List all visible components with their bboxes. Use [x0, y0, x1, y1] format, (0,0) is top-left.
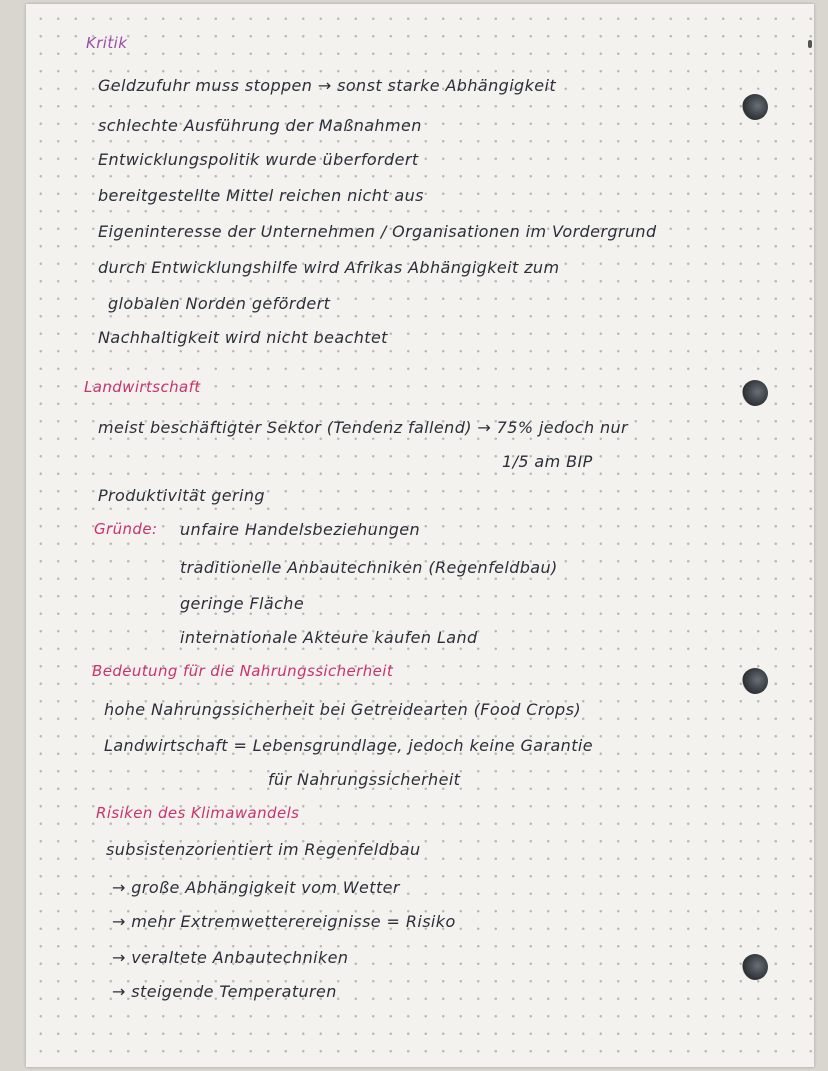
punch-hole: [742, 954, 768, 980]
list-item: unfaire Handelsbeziehungen: [180, 520, 421, 539]
list-item: internationale Akteure kaufen Land: [180, 628, 478, 647]
list-item: Eigeninteresse der Unternehmen / Organisationen im Vordergrund: [98, 222, 657, 241]
list-item: globalen Norden gefördert: [108, 294, 331, 313]
list-item: schlechte Ausführung der Maßnahmen: [98, 116, 422, 135]
list-item: meist beschäftigter Sektor (Tendenz fallend) → 75% jedoch nur: [98, 418, 629, 437]
heading-landwirtschaft: Landwirtschaft: [84, 378, 201, 396]
list-item: subsistenzorientiert im Regenfeldbau: [106, 840, 421, 859]
list-item: bereitgestellte Mittel reichen nicht aus: [98, 186, 424, 205]
page-edge-mark: [808, 40, 812, 48]
punch-hole: [742, 668, 768, 694]
heading-kritik: Kritik: [86, 34, 128, 52]
punch-hole: [742, 94, 768, 120]
heading-risiken: Risiken des Klimawandels: [96, 804, 300, 822]
list-item: 1/5 am BIP: [502, 452, 593, 471]
list-item: geringe Fläche: [180, 594, 305, 613]
list-item: Produktivität gering: [98, 486, 265, 505]
list-item: hohe Nahrungssicherheit bei Getreidearten (Food Crops): [104, 700, 581, 719]
list-item: Landwirtschaft = Lebensgrundlage, jedoch keine Garantie: [104, 736, 593, 755]
list-item: → steigende Temperaturen: [112, 982, 337, 1001]
list-item: → mehr Extremwetterereignisse = Risiko: [112, 912, 456, 931]
list-item: Geldzufuhr muss stoppen → sonst starke Abhängigkeit: [98, 76, 557, 95]
list-item: Entwicklungspolitik wurde überfordert: [98, 150, 419, 169]
list-item: durch Entwicklungshilfe wird Afrikas Abhängigkeit zum: [98, 258, 560, 277]
list-item: → veraltete Anbautechniken: [112, 948, 349, 967]
list-item: → große Abhängigkeit vom Wetter: [112, 878, 400, 897]
list-item: traditionelle Anbautechniken (Regenfeldbau): [180, 558, 558, 577]
notebook-page: [26, 4, 814, 1067]
list-item: für Nahrungssicherheit: [268, 770, 461, 789]
heading-bedeutung: Bedeutung für die Nahrungssicherheit: [92, 662, 394, 680]
punch-hole: [742, 380, 768, 406]
list-item: Nachhaltigkeit wird nicht beachtet: [98, 328, 388, 347]
gruende-label: Gründe:: [94, 520, 158, 538]
